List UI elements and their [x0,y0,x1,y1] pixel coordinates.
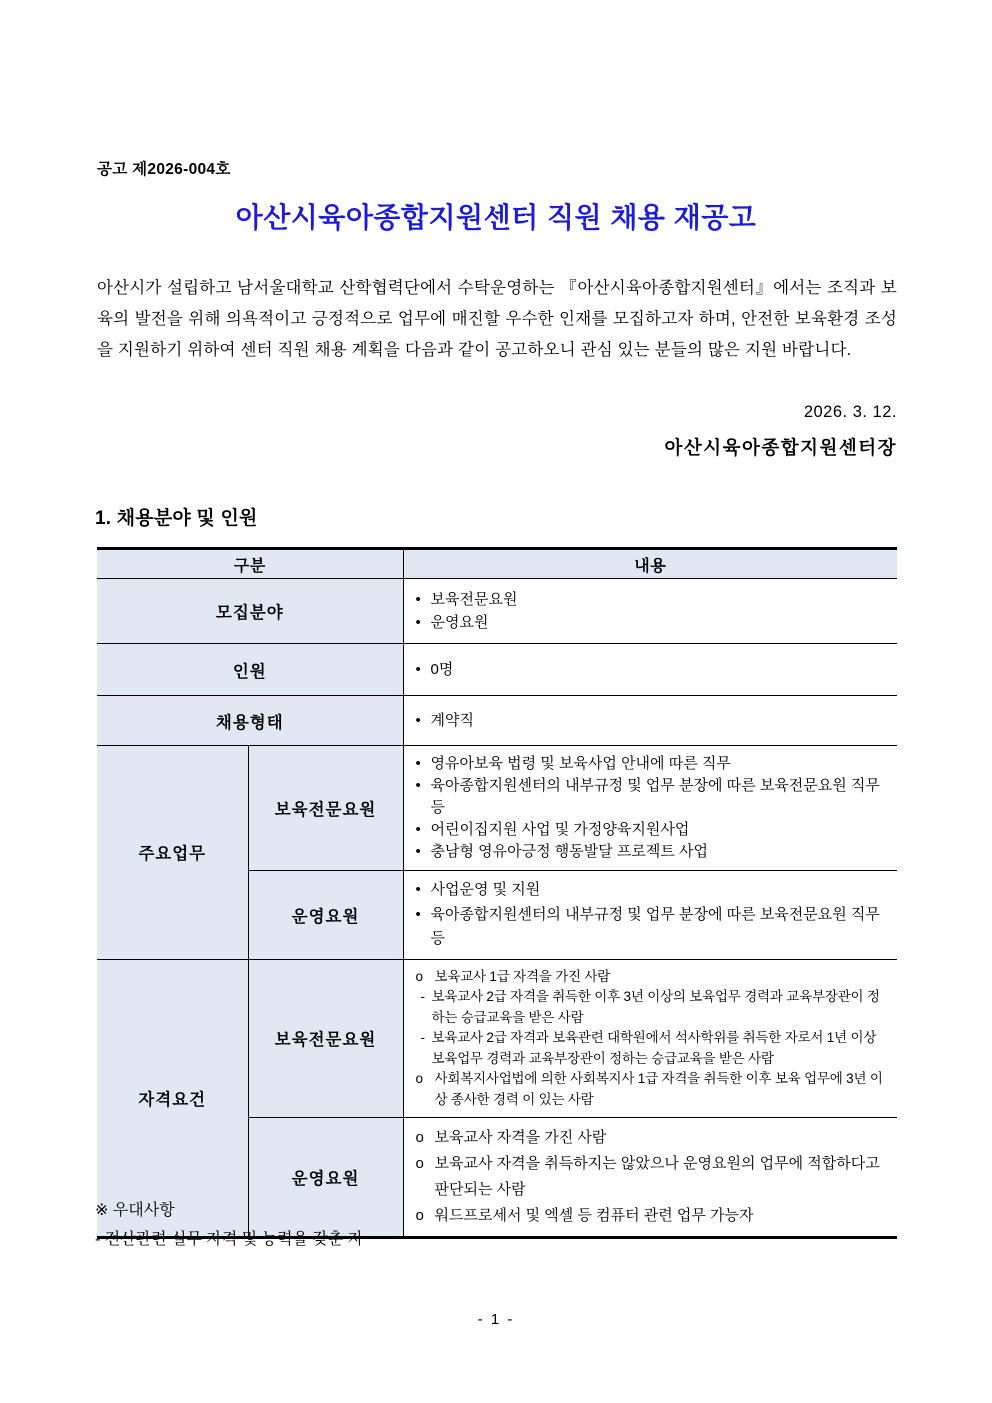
bullet-marker: • [415,905,421,923]
table-row [97,746,897,871]
doc-date: 2026. 3. 12. [803,403,897,421]
bullet-marker: • [415,777,421,794]
list-item [416,1125,890,1151]
list-item [416,588,890,611]
list-item-text: 운영요원 [430,614,489,631]
cell-employment-type [403,696,897,746]
list-item-text: 보육교사 2급 자격과 보육관련 대학원에서 석사학위를 취득한 자로서 1년 이상 보육업무 경력과 교육부장관이 정하는 승급교육을 받은 사람 [431,1030,877,1066]
cell-headcount [403,644,897,696]
list-item [416,967,890,988]
list-item-text: 충남형 영유아긍정 행동발달 프로젝트 사업 [430,843,709,860]
cell-qualifications-care-specialist [403,959,897,1118]
list-item [416,1069,890,1110]
notes-item: - 전산관련 실무 자격 및 능력을 갖춘 자 [95,1231,364,1248]
row-label-qualifications: 자격요건 [97,959,248,1238]
circle-marker: o [415,1129,424,1146]
bullet-marker: • [415,591,421,608]
list-item [416,987,890,1028]
intro-paragraph: 아산시가 설립하고 남서울대학교 산학협력단에서 수탁운영하는 『아산시육아종합지원센터』에서는 조직과 보육의 발전을 위해 의욕적이고 긍정적으로 업무에 매진할 우수한 인재를 모집하고자 하며, 안전한 보육환경 조성을 지원하기 위하여 센터 직원 채용 계획을 다음과 같이 공고하오니 관심 있는 분들의 많은 지원 바랍니다. [97,279,897,359]
list-item-text: 영유아보육 법령 및 보육사업 안내에 따른 직무 [430,755,731,772]
dash-marker: - [420,989,425,1004]
circle-marker: o [415,1071,423,1086]
bullet-marker: • [415,660,421,678]
list-item-text: 0명 [430,660,454,678]
list-item-text: 사업운영 및 지원 [430,881,541,898]
list-item-text: 보육교사 1급 자격을 가진 사람 [434,968,611,984]
bullet-marker: • [415,821,421,838]
bullet-marker: • [415,614,421,631]
list-item [416,878,890,903]
list-item-text: 워드프로세서 및 엑셀 등 컴퓨터 관련 업무 가능자 [434,1207,754,1224]
table-row [97,644,897,696]
bullet-marker: • [415,881,421,898]
page-title: 아산시육아종합지원센터 직원 채용 재공고 [235,202,757,233]
list-item-text: 육아종합지원센터의 내부규정 및 업무 분장에 따른 보육전문요원 직무 등 [430,777,880,816]
circle-marker: o [415,1207,424,1224]
list-item-text: 사회복지사업법에 의한 사회복지사 1급 자격을 취득한 이후 보육 업무에 3년 이상 종사한 경력 이 있는 사람 [434,1071,883,1107]
table-row [97,959,897,1118]
bullet-marker: • [415,843,421,860]
cell-main-duties-operations-staff [403,871,897,960]
doc-signer: 아산시육아종합지원센터장 [664,437,897,458]
sub-label-care-specialist: 보육전문요원 [248,746,403,871]
doc-number: 공고 제2026-004호 [97,161,231,178]
list-item-text: 보육전문요원 [430,591,518,608]
list-item [416,711,890,731]
sub-label-operations-staff: 운영요원 [248,1118,403,1238]
dash-marker: - [420,1030,425,1045]
list-item-text: 육아종합지원센터의 내부규정 및 업무 분장에 따른 보육전문요원 직무 등 [430,905,880,947]
recruitment-table [97,547,897,1239]
row-label-main-duties: 주요업무 [97,746,248,960]
table-row [97,579,897,644]
notes-title: ※ 우대사항 [95,1202,175,1219]
list-item [416,819,890,841]
list-item [416,903,890,952]
page-number: - 1 - [477,1311,515,1328]
list-item-text: 보육교사 자격을 취득하지는 않았으나 운영요원의 업무에 적합하다고 판단되는 사람 [434,1155,880,1198]
bullet-marker: • [415,755,421,772]
list-item-text: 어린이집지원 사업 및 가정양육지원사업 [430,821,690,838]
table-row [97,696,897,746]
list-item [416,841,890,863]
circle-marker: o [415,968,423,984]
bullet-marker: • [415,711,421,729]
list-item [416,611,890,634]
list-item [416,660,890,680]
circle-marker: o [415,1155,424,1172]
table-header-category: 구분 [97,549,403,579]
list-item [416,775,890,819]
list-item-text: 보육교사 자격을 가진 사람 [434,1129,607,1146]
sub-label-care-specialist: 보육전문요원 [248,959,403,1118]
row-label-recruit-field: 모집분야 [97,579,403,644]
sub-label-operations-staff: 운영요원 [248,871,403,960]
section-heading: 1. 채용분야 및 인원 [95,508,258,529]
list-item [416,1028,890,1069]
row-label-headcount: 인원 [97,644,403,696]
cell-recruit-field [403,579,897,644]
list-item-text: 보육교사 2급 자격을 취득한 이후 3년 이상의 보육업무 경력과 교육부장관이 정하는 승급교육을 받은 사람 [431,989,880,1025]
cell-main-duties-care-specialist [403,746,897,871]
list-item-text: 계약직 [430,711,474,729]
table-header-row [97,549,897,579]
list-item [416,753,890,775]
notes-block [95,1196,895,1254]
table-header-content: 내용 [403,549,897,579]
row-label-employment-type: 채용형태 [97,696,403,746]
